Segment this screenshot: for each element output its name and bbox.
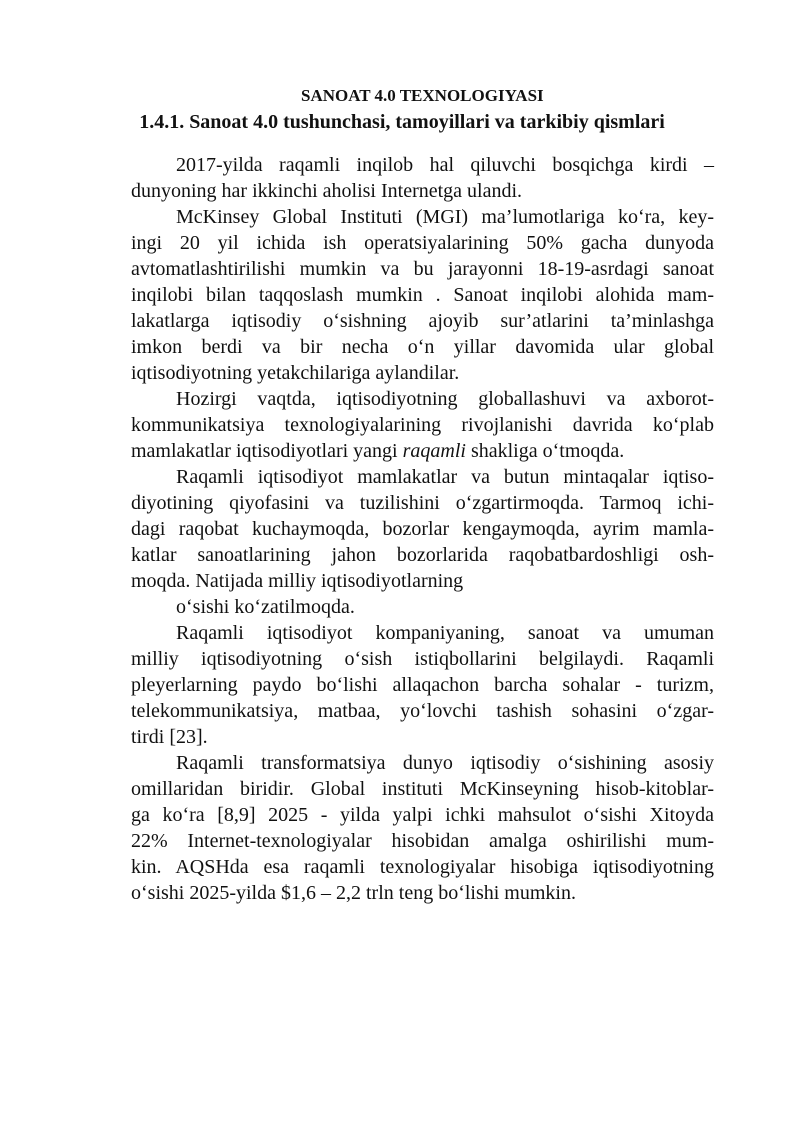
paragraph-line: McKinsey Global Instituti (MGI) ma’lumotlariga ko‘ra, key- (176, 206, 714, 228)
paragraph-line: inqilobi bilan taqqoslash mumkin . Sanoat inqilobi alohida mam- (131, 284, 714, 306)
paragraph-line: imkon berdi va bir necha o‘n yillar davomida ular global (131, 336, 714, 358)
paragraph-line: o‘sishi 2025-yilda $1,6 – 2,2 trln teng bo‘lishi mumkin. (131, 882, 576, 904)
document-page (86, 84, 714, 906)
paragraph-2 (86, 204, 714, 386)
paragraph-4 (86, 464, 714, 620)
paragraph-3 (86, 386, 714, 464)
paragraph-line: Hozirgi vaqtda, iqtisodiyotning globallashuvi va axborot- (176, 388, 714, 410)
paragraph-line: iqtisodiyotning yetakchilariga aylandilar. (131, 362, 460, 384)
paragraph-line: lakatlarga iqtisodiy o‘sishning ajoyib sur’atlarini ta’minlashga (131, 310, 714, 332)
chapter-title: SANOAT 4.0 TEXNOLOGIYASI (301, 86, 544, 105)
paragraph-line: Raqamli iqtisodiyot kompaniyaning, sanoat va umuman (176, 622, 714, 644)
paragraph-line: Raqamli transformatsiya dunyo iqtisodiy o‘sishining asosiy (176, 752, 714, 774)
paragraph-line: telekommunikatsiya, matbaa, yo‘lovchi tashish sohasini o‘zgar- (131, 700, 714, 722)
paragraph-line: kommunikatsiya texnologiyalarining rivojlanishi davrida ko‘plab (131, 414, 714, 436)
paragraph-line: 2017-yilda raqamli inqilob hal qiluvchi bosqichga kirdi – (176, 154, 714, 176)
paragraph-6 (86, 750, 714, 906)
paragraph-line: milliy iqtisodiyotning o‘sish istiqbollarini belgilaydi. Raqamli (131, 648, 714, 670)
section-title: 1.4.1. Sanoat 4.0 tushunchasi, tamoyillari va tarkibiy qismlari (139, 111, 665, 133)
paragraph-line: o‘sishi ko‘zatilmoqda. (176, 596, 355, 618)
paragraph-line: ga ko‘ra [8,9] 2025 - yilda yalpi ichki mahsulot o‘sishi Xitoyda (131, 804, 714, 826)
paragraph-line: Raqamli iqtisodiyot mamlakatlar va butun mintaqalar iqtiso- (176, 466, 714, 488)
paragraph-line: katlar sanoatlarining jahon bozorlarida raqobatbardoshligi osh- (131, 544, 714, 566)
paragraph-line: avtomatlashtirilishi mumkin va bu jarayonni 18-19-asrdagi sanoat (131, 258, 714, 280)
paragraph-text: shakliga o‘tmoqda. (470, 440, 625, 462)
paragraph-line: kin. AQSHda esa raqamli texnologiyalar hisobiga iqtisodiyotning (131, 856, 714, 878)
paragraph-line: tirdi [23]. (131, 726, 208, 748)
paragraph-line: moqda. Natijada milliy iqtisodiyotlarning (131, 570, 464, 592)
paragraph-line: pleyerlarning paydo bo‘lishi allaqachon barcha sohalar - turizm, (131, 674, 714, 696)
paragraph-line-mixed (86, 438, 714, 464)
paragraph-line: dagi raqobat kuchaymoqda, bozorlar kengaymoqda, ayrim mamla- (131, 518, 714, 540)
paragraph-line: dunyoning har ikkinchi aholisi Internetga ulandi. (131, 180, 523, 202)
italic-word: raqamli (402, 440, 466, 462)
paragraph-line: 22% Internet-texnologiyalar hisobidan amalga oshirilishi mum- (131, 830, 714, 852)
paragraph-line: ingi 20 yil ichida ish operatsiyalarining 50% gacha dunyoda (131, 232, 714, 254)
paragraph-1 (86, 152, 714, 204)
paragraph-line: diyotining qiyofasini va tuzilishini o‘zgartirmoqda. Tarmoq ichi- (131, 492, 714, 514)
paragraph-line: omillaridan biridir. Global instituti McKinseyning hisob-kitoblar- (131, 778, 714, 800)
paragraph-5 (86, 620, 714, 750)
paragraph-text: mamlakatlar iqtisodiyotlari yangi (131, 440, 398, 462)
